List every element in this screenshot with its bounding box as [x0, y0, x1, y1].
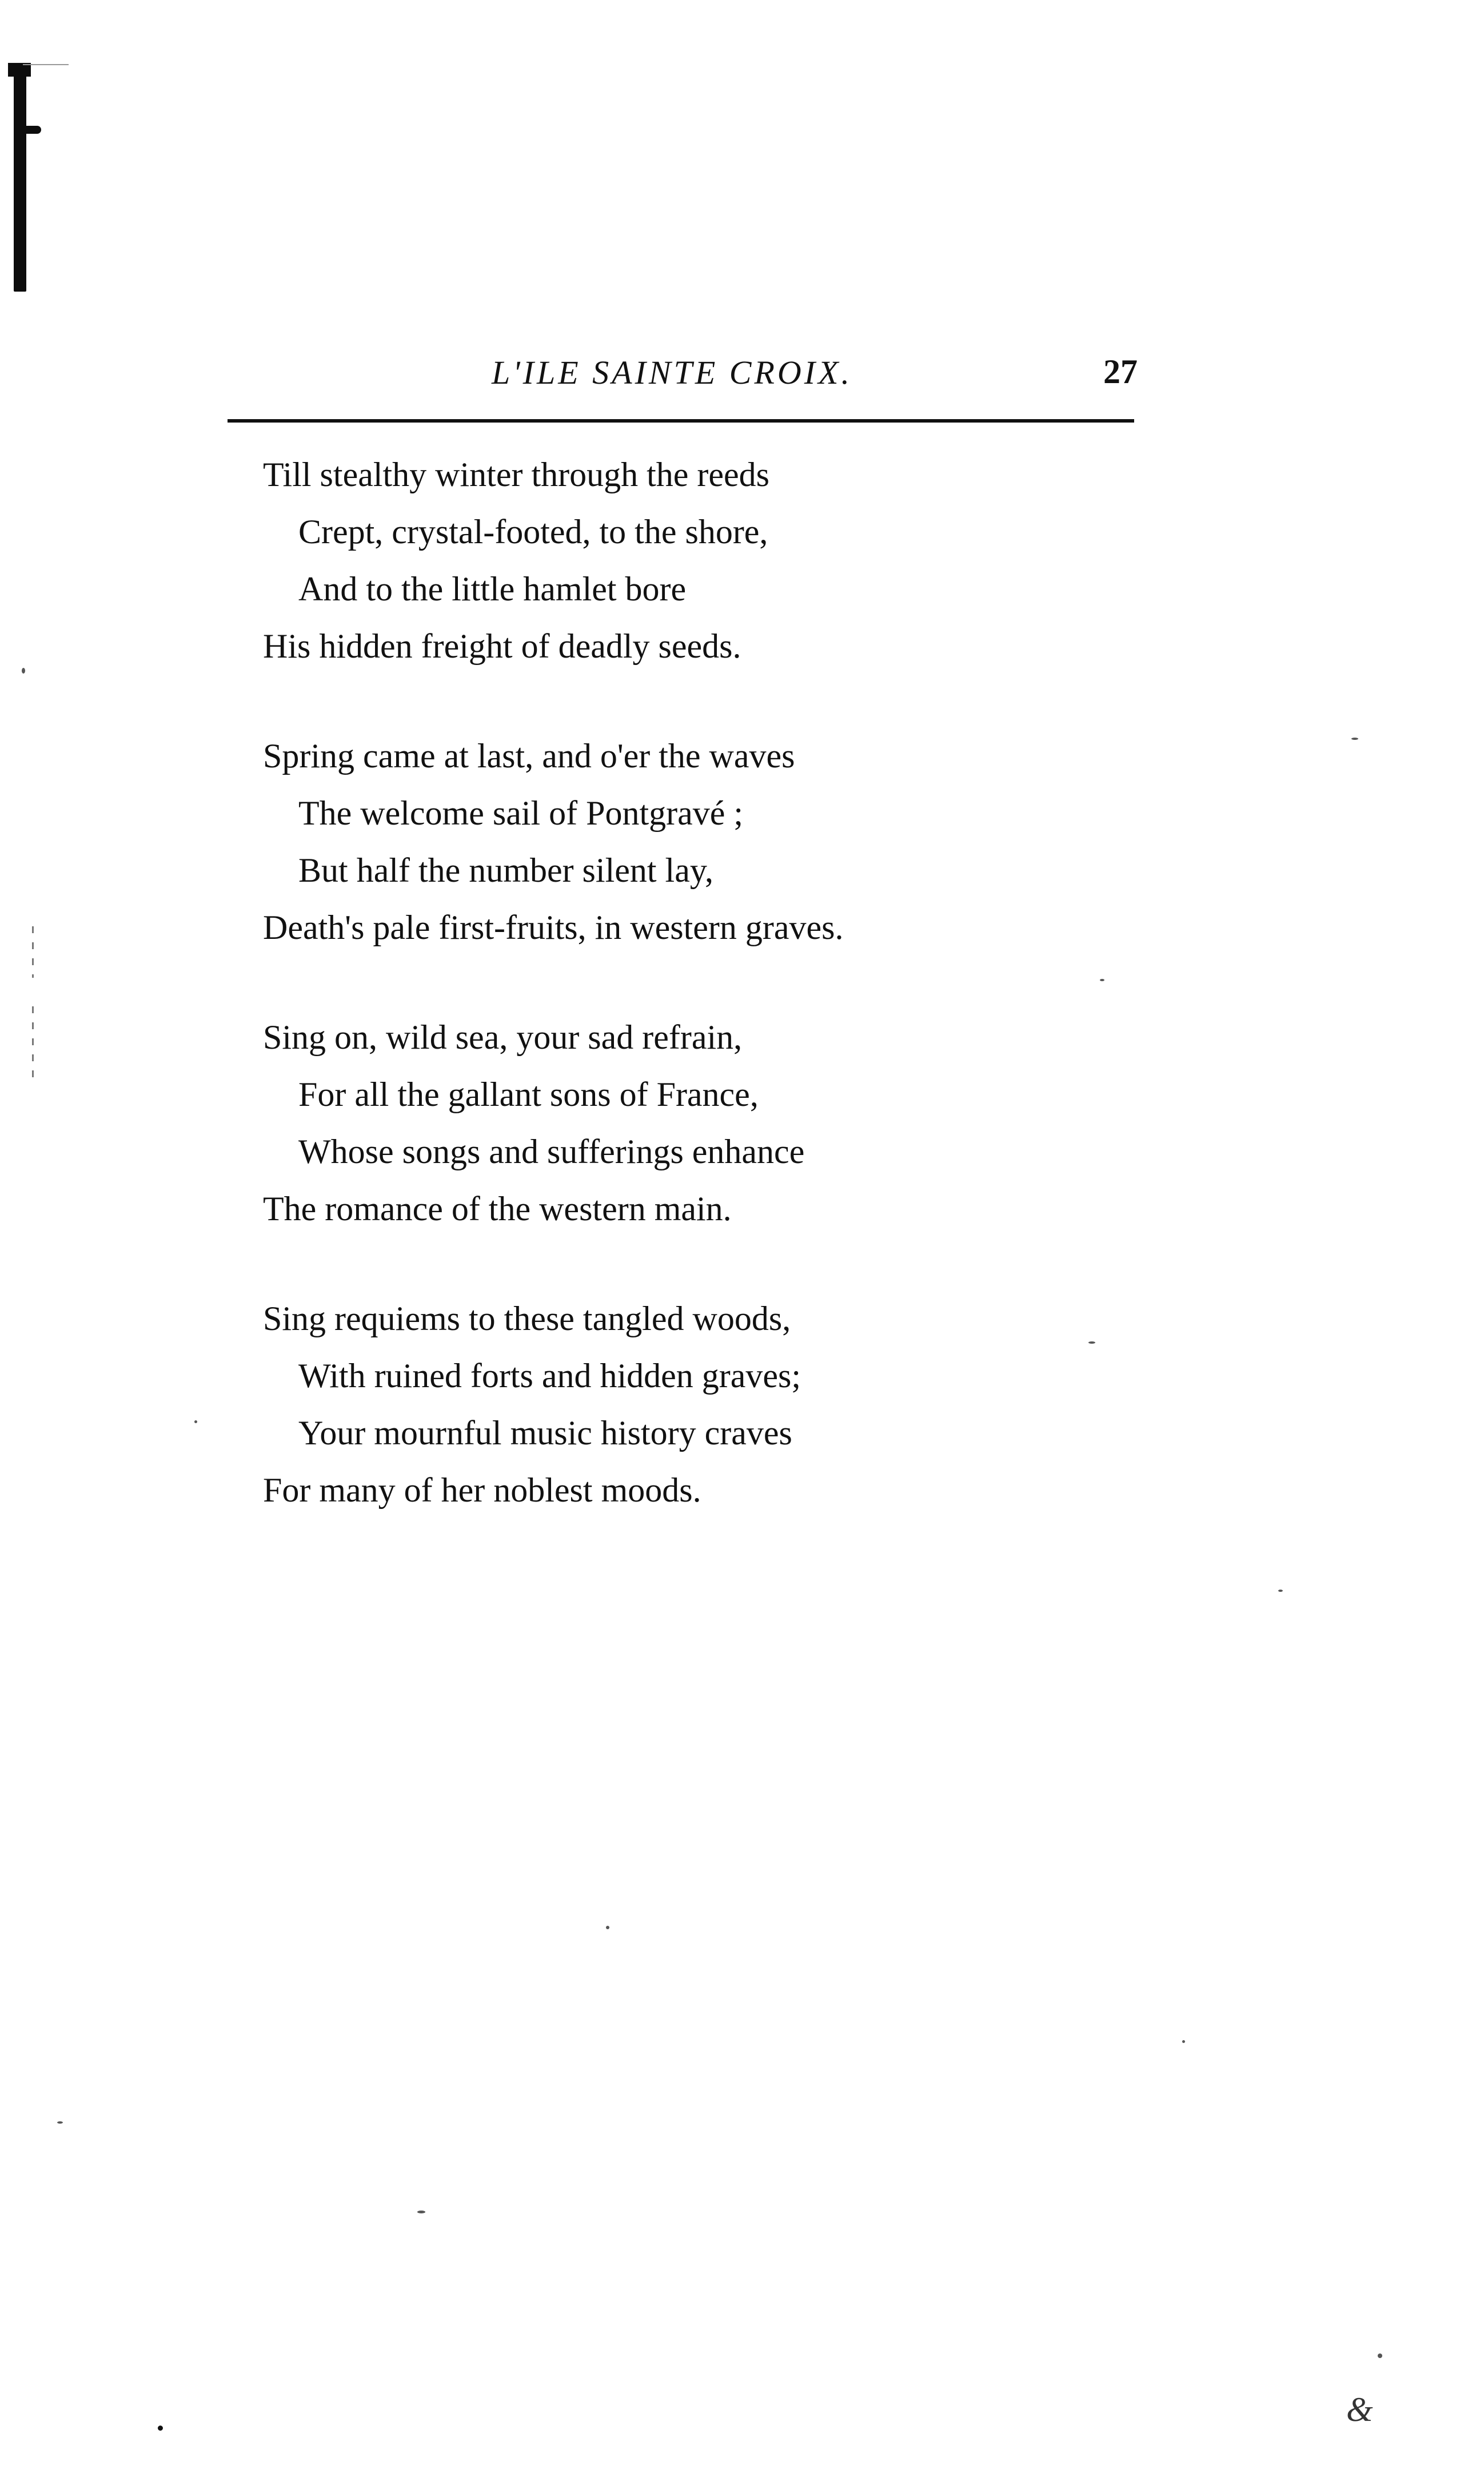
poem-line: Death's pale first-fruits, in western graves.	[263, 909, 844, 946]
scan-speck	[1182, 2040, 1185, 2043]
poem-line: The romance of the western main.	[263, 1190, 732, 1228]
poem-line: And to the little hamlet bore	[298, 570, 687, 608]
poem-line: With ruined forts and hidden graves;	[298, 1357, 801, 1395]
scan-speck	[417, 2211, 425, 2213]
poem-body	[263, 446, 1120, 1571]
running-header	[229, 350, 1138, 401]
header-rule	[228, 419, 1134, 423]
stanza-3	[263, 1009, 1120, 1237]
poem-line: Sing on, wild sea, your sad refrain,	[263, 1018, 743, 1056]
page-number: 27	[1103, 353, 1138, 391]
scan-speck	[606, 1926, 609, 1929]
scan-artifact-dashes	[32, 926, 34, 978]
scan-speck	[194, 1420, 197, 1423]
scan-speck	[1278, 1590, 1283, 1592]
poem-line: Sing requiems to these tangled woods,	[263, 1300, 791, 1337]
scan-speck	[22, 668, 25, 674]
binding-edge-mark	[14, 63, 26, 292]
stanza-4	[263, 1290, 1120, 1519]
poem-line: For many of her noblest moods.	[263, 1471, 701, 1509]
stanza-2	[263, 727, 1120, 956]
scan-speck	[158, 2426, 163, 2431]
poem-line: Whose songs and sufferings enhance	[298, 1133, 805, 1170]
header-title: L'ILE SAINTE CROIX.	[492, 354, 853, 391]
stanza-1	[263, 446, 1120, 675]
poem-line: Crept, crystal-footed, to the shore,	[298, 513, 768, 551]
poem-line: His hidden freight of deadly seeds.	[263, 627, 741, 665]
scan-speck	[57, 2121, 63, 2124]
scan-artifact-rule	[23, 64, 69, 65]
scan-artifact-dashes	[32, 1006, 34, 1086]
scan-speck	[1378, 2353, 1382, 2358]
scan-speck	[1351, 738, 1358, 740]
corner-mark: &	[1346, 2391, 1373, 2428]
poem-line: The welcome sail of Pontgravé ;	[298, 794, 744, 832]
poem-line: Till stealthy winter through the reeds	[263, 456, 769, 493]
poem-line: For all the gallant sons of France,	[298, 1076, 759, 1113]
poem-line: But half the number silent lay,	[298, 851, 713, 889]
poem-line: Your mournful music history craves	[298, 1414, 792, 1452]
poem-line: Spring came at last, and o'er the waves	[263, 737, 795, 775]
